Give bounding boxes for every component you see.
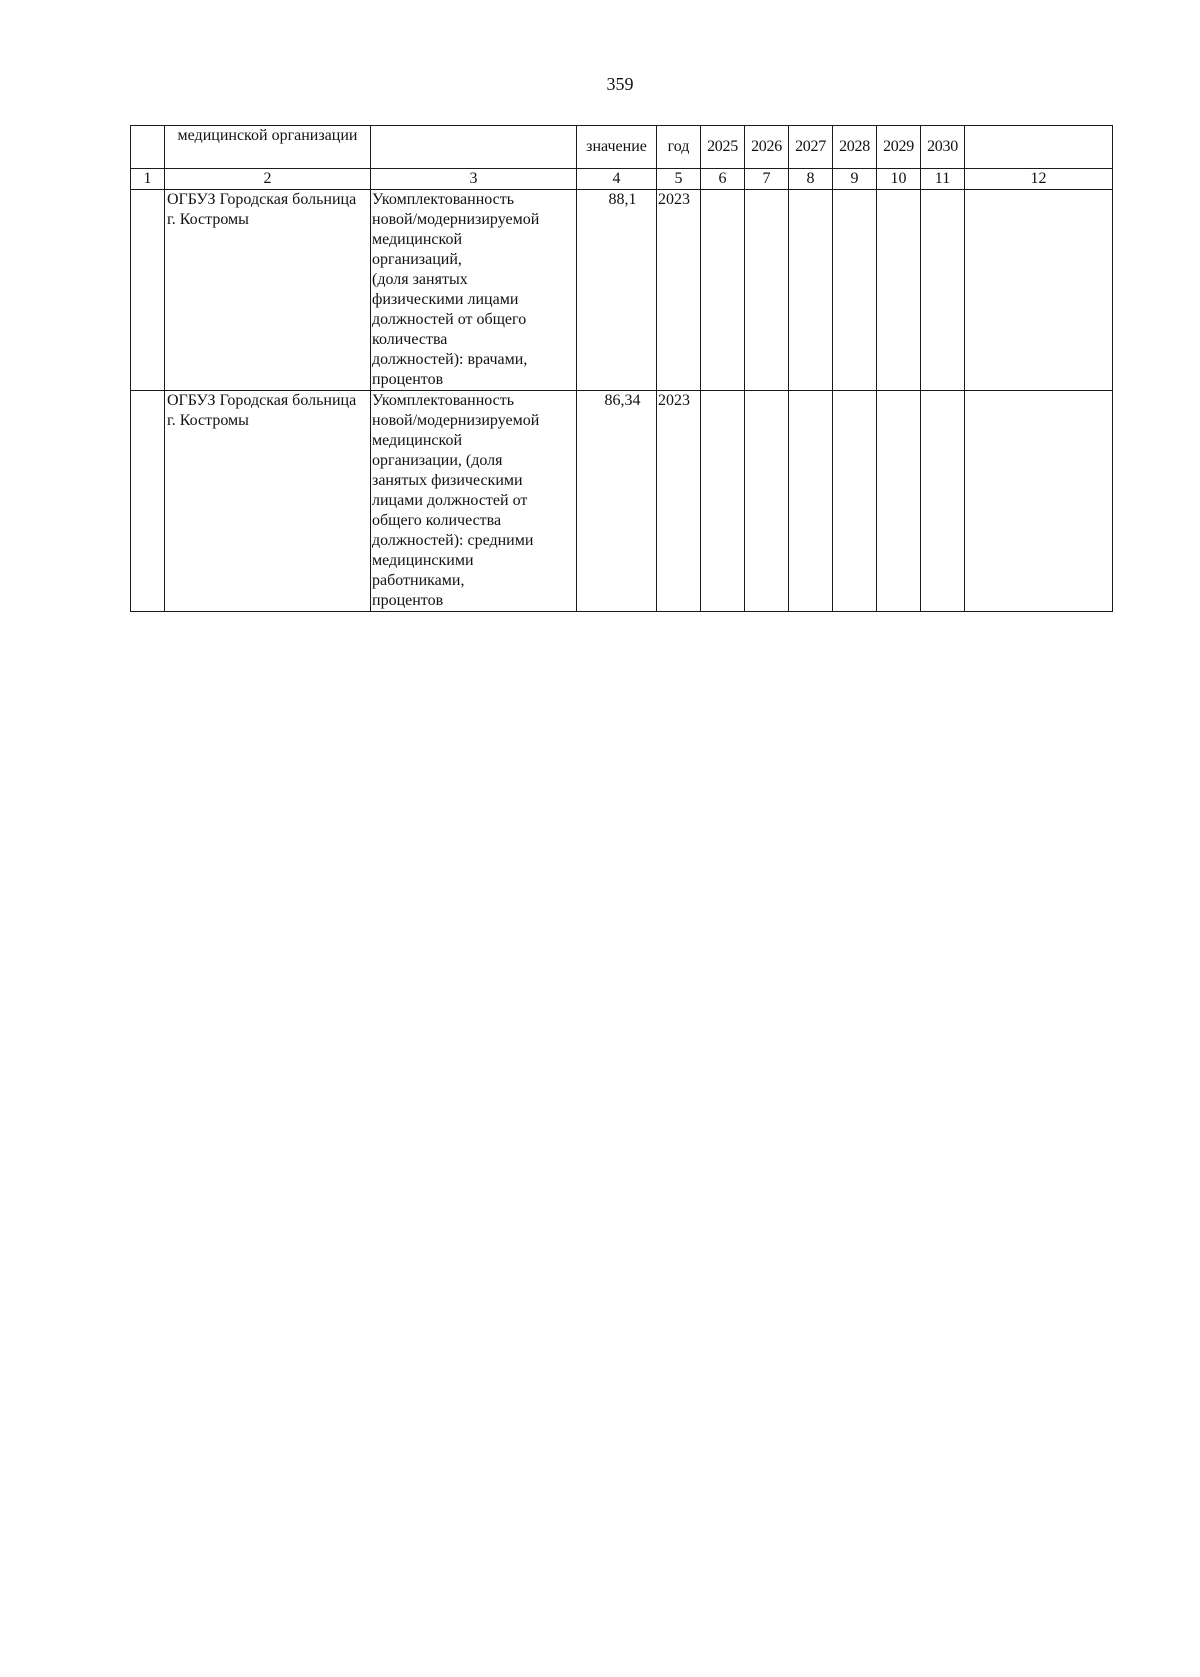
target-2025-cell <box>701 391 745 612</box>
indicator-text-line: должностей): врачами, <box>372 351 528 368</box>
header-cell-year-2027: 2027 <box>789 126 833 169</box>
header-cell-indicator <box>371 126 577 169</box>
column-number: 3 <box>371 169 577 190</box>
header-cell-1 <box>131 126 165 169</box>
indicator-text-line: общего количества <box>372 512 502 529</box>
target-2026-cell <box>745 391 789 612</box>
column-numbers-row <box>131 169 1113 190</box>
header-cell-year-2030: 2030 <box>921 126 965 169</box>
target-2029-cell <box>877 190 921 391</box>
target-2030-cell <box>921 190 965 391</box>
indicator-text-line: Укомплектованность <box>372 392 515 409</box>
indicator-text-line: занятых физическими <box>372 472 523 489</box>
target-2027-cell <box>789 190 833 391</box>
table-header-row <box>131 126 1113 169</box>
target-2028-cell <box>833 190 877 391</box>
column-number: 10 <box>877 169 921 190</box>
target-2026-cell <box>745 190 789 391</box>
note-cell <box>965 190 1113 391</box>
column-number: 7 <box>745 169 789 190</box>
column-number: 8 <box>789 169 833 190</box>
value-cell: 88,1 <box>577 190 657 391</box>
indicator-text-line: количества <box>372 331 448 348</box>
indicator-text-line: Укомплектованность <box>372 191 515 208</box>
indicator-text-line: медицинской <box>372 432 463 449</box>
indicator-text-line: процентов <box>372 592 444 609</box>
note-cell <box>965 391 1113 612</box>
organization-cell: ОГБУЗ Городская больница г. Костромы <box>165 190 371 391</box>
indicator-text-line: должностей от общего <box>372 311 527 328</box>
indicator-text-line: должностей): средними <box>372 532 534 549</box>
header-cell-year: год <box>657 126 701 169</box>
year-cell: 2023 <box>657 391 701 612</box>
target-2029-cell <box>877 391 921 612</box>
table-row <box>131 391 1113 612</box>
header-cell-year-2026: 2026 <box>745 126 789 169</box>
indicator-text-line: физическими лицами <box>372 291 519 308</box>
row-number-cell <box>131 391 165 612</box>
organization-cell: ОГБУЗ Городская больница г. Костромы <box>165 391 371 612</box>
indicator-text-line: организации, (доля <box>372 452 503 469</box>
header-cell-year-2025: 2025 <box>701 126 745 169</box>
column-number: 12 <box>965 169 1113 190</box>
column-number: 4 <box>577 169 657 190</box>
header-cell-year-2029: 2029 <box>877 126 921 169</box>
column-number: 1 <box>131 169 165 190</box>
indicator-text-line: процентов <box>372 371 444 388</box>
indicator-text-line: лицами должностей от <box>372 492 528 509</box>
indicator-text-line: новой/модернизируемой <box>372 211 540 228</box>
indicators-table <box>130 125 1113 612</box>
column-number: 2 <box>165 169 371 190</box>
indicator-text-line: (доля занятых <box>372 271 468 288</box>
year-cell: 2023 <box>657 190 701 391</box>
header-cell-organization: медицинской организации <box>165 126 371 169</box>
page-number: 359 <box>606 74 634 94</box>
column-number: 11 <box>921 169 965 190</box>
value-cell: 86,34 <box>577 391 657 612</box>
row-number-cell <box>131 190 165 391</box>
indicator-text-line: медицинскими <box>372 552 474 569</box>
target-2027-cell <box>789 391 833 612</box>
indicator-text-line: медицинской <box>372 231 463 248</box>
target-2025-cell <box>701 190 745 391</box>
target-2030-cell <box>921 391 965 612</box>
indicator-cell <box>371 190 577 391</box>
table-row <box>131 190 1113 391</box>
indicator-cell <box>371 391 577 612</box>
column-number: 6 <box>701 169 745 190</box>
indicator-text-line: работниками, <box>372 572 465 589</box>
header-cell-12 <box>965 126 1113 169</box>
target-2028-cell <box>833 391 877 612</box>
column-number: 5 <box>657 169 701 190</box>
indicator-text-line: новой/модернизируемой <box>372 412 540 429</box>
indicator-text-line: организаций, <box>372 251 462 268</box>
header-cell-year-2028: 2028 <box>833 126 877 169</box>
header-cell-value: значение <box>577 126 657 169</box>
column-number: 9 <box>833 169 877 190</box>
